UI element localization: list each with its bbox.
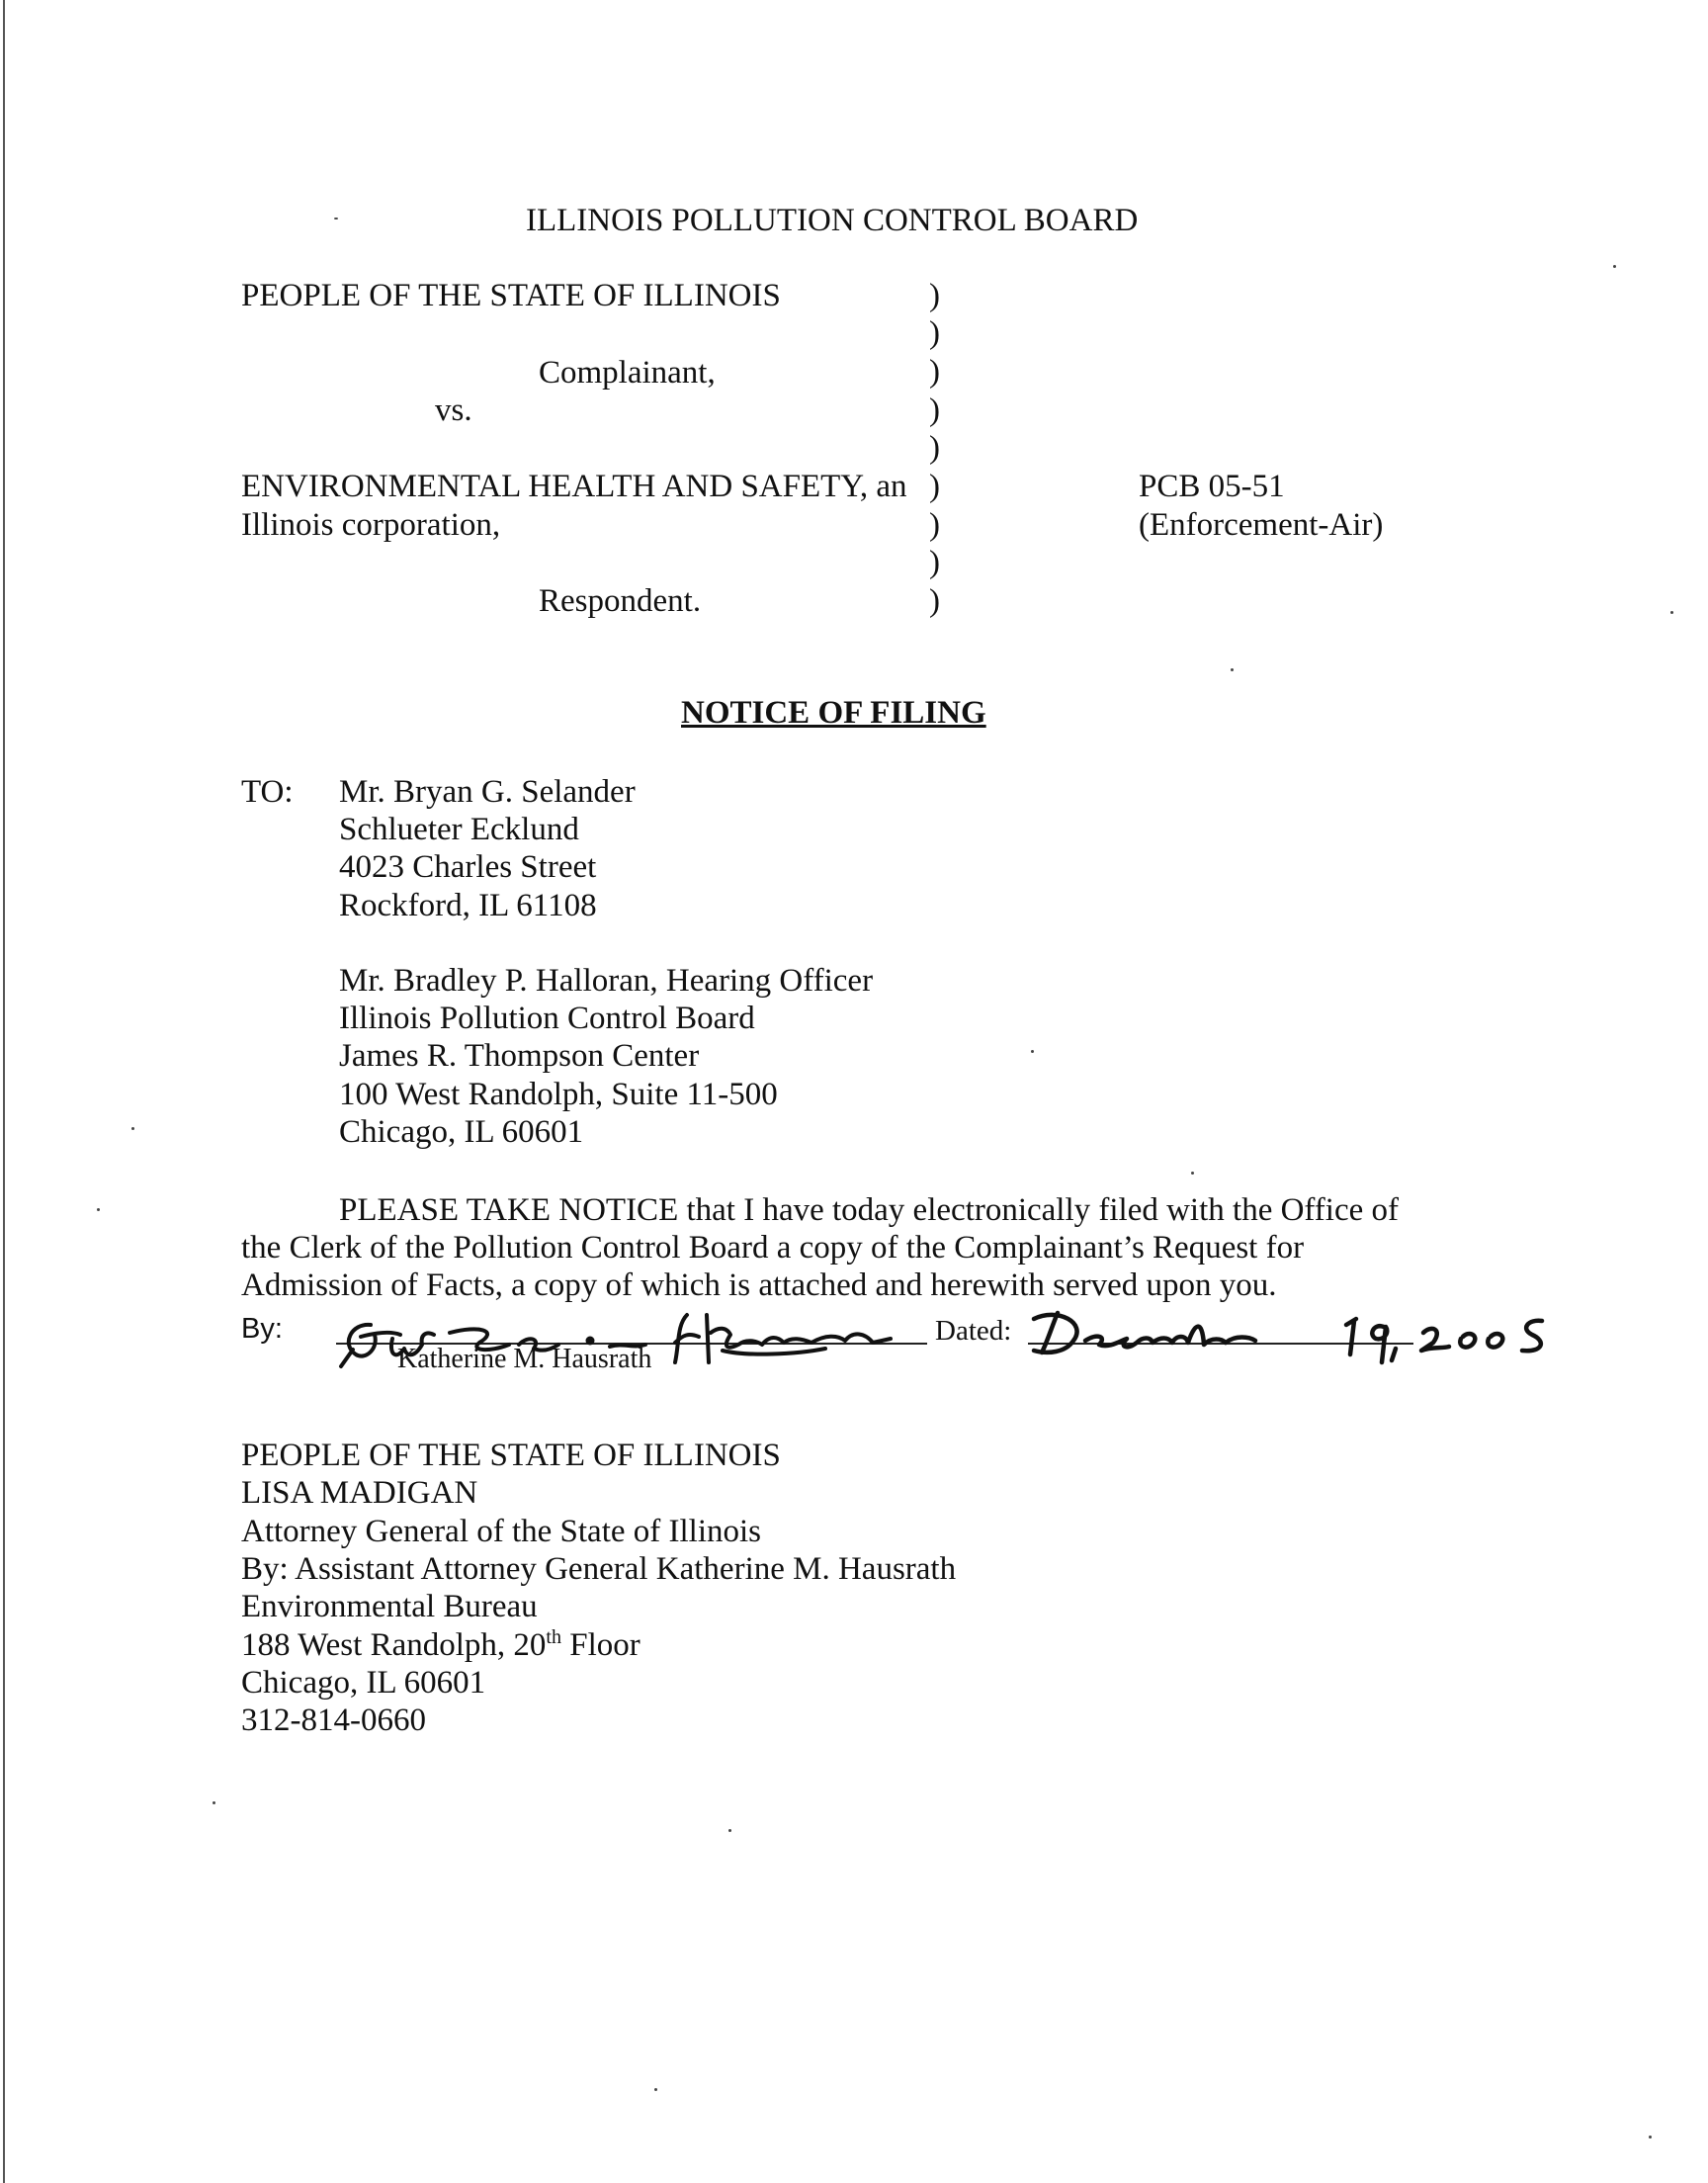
scan-speck [1670, 611, 1673, 614]
recipient-2-line: James R. Thompson Center [339, 1038, 700, 1074]
recipient-1-line: 4023 Charles Street [339, 849, 597, 885]
recipient-1-line: Rockford, IL 61108 [339, 888, 597, 923]
footer-line: PEOPLE OF THE STATE OF ILLINOIS [241, 1438, 781, 1473]
notice-title: NOTICE OF FILING [681, 695, 986, 731]
dated-label: Dated: [935, 1315, 1012, 1347]
caption-paren: ) [929, 545, 940, 580]
footer-address-floor: Floor [560, 1627, 640, 1663]
footer-line: Attorney General of the State of Illinois [241, 1514, 762, 1549]
complainant-label: Complainant, [539, 355, 716, 391]
recipient-2-line: 100 West Randolph, Suite 11-500 [339, 1077, 778, 1112]
scan-speck [1191, 1172, 1194, 1175]
scan-speck [1613, 265, 1616, 268]
footer-address-street: 188 West Randolph, 20 [241, 1627, 547, 1663]
to-label: TO: [241, 774, 294, 810]
recipient-2-line: Illinois Pollution Control Board [339, 1001, 755, 1036]
scan-speck [728, 1829, 731, 1832]
scan-speck [1031, 1050, 1034, 1053]
scan-speck [654, 2088, 657, 2091]
footer-city: Chicago, IL 60601 [241, 1665, 486, 1701]
footer-line: By: Assistant Attorney General Katherine M. Hausrath [241, 1551, 957, 1587]
respondent-label: Respondent. [539, 583, 702, 619]
recipient-1-line: Schlueter Ecklund [339, 812, 579, 847]
defendant-description: Illinois corporation, [241, 507, 501, 543]
case-type: (Enforcement-Air) [1139, 507, 1384, 543]
defendant-name: ENVIRONMENTAL HEALTH AND SAFETY, an [241, 469, 907, 504]
footer-line: LISA MADIGAN [241, 1475, 478, 1511]
scan-speck [1231, 668, 1234, 671]
page-left-edge [3, 0, 5, 2183]
caption-paren: ) [929, 469, 940, 504]
handwritten-date [1028, 1307, 1601, 1366]
caption-paren: ) [929, 315, 940, 351]
footer-phone: 312-814-0660 [241, 1703, 426, 1738]
recipient-2-line: Mr. Bradley P. Halloran, Hearing Officer [339, 963, 874, 999]
notice-body-line: PLEASE TAKE NOTICE that I have today electronically filed with the Office of [339, 1192, 1400, 1228]
footer-line: Environmental Bureau [241, 1589, 538, 1624]
signer-name: Katherine M. Hausrath [397, 1344, 652, 1374]
versus-label: vs. [435, 393, 472, 428]
notice-body-line: Admission of Facts, a copy of which is attached and herewith served upon you. [241, 1267, 1277, 1303]
caption-paren: ) [929, 393, 940, 428]
scan-speck [334, 218, 338, 219]
caption-paren: ) [929, 507, 940, 543]
footer-address [241, 1626, 640, 1664]
caption-paren: ) [929, 583, 940, 619]
footer-address-ordinal: th [546, 1626, 561, 1648]
notice-body-line: the Clerk of the Pollution Control Board a copy of the Complainant’s Request for [241, 1230, 1305, 1266]
by-label: By: [241, 1313, 283, 1345]
scan-speck [213, 1801, 215, 1804]
scan-speck [131, 1127, 134, 1130]
case-number: PCB 05-51 [1139, 469, 1285, 504]
scan-speck [1649, 2136, 1652, 2139]
recipient-2-line: Chicago, IL 60601 [339, 1114, 584, 1150]
caption-paren: ) [929, 430, 940, 466]
plaintiff-name: PEOPLE OF THE STATE OF ILLINOIS [241, 278, 781, 313]
board-title: ILLINOIS POLLUTION CONTROL BOARD [526, 203, 1139, 238]
caption-paren: ) [929, 278, 940, 313]
caption-paren: ) [929, 354, 940, 390]
recipient-1-line: Mr. Bryan G. Selander [339, 774, 636, 810]
scan-speck [97, 1208, 100, 1211]
